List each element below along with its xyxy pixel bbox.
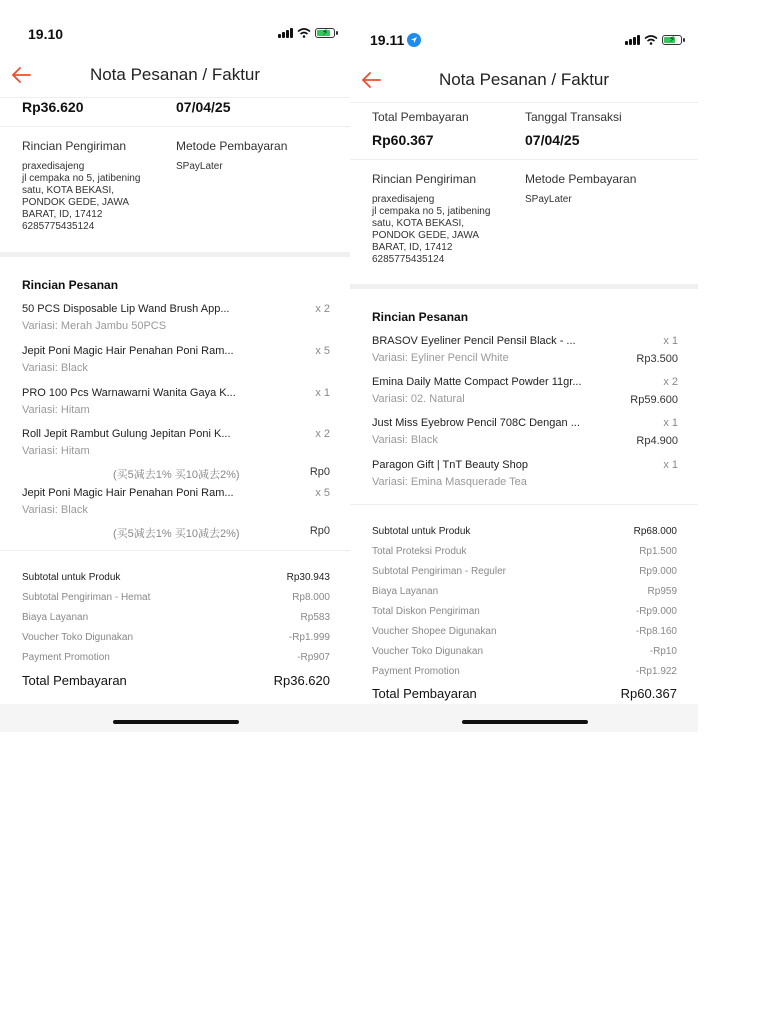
top-total-value: Rp60.367 bbox=[372, 132, 434, 148]
summary-label: Subtotal Pengiriman - Reguler bbox=[372, 566, 506, 577]
summary-label: Subtotal untuk Produk bbox=[22, 572, 121, 583]
top-date-value: 07/04/25 bbox=[176, 99, 231, 115]
right-screenshot bbox=[350, 0, 698, 732]
wifi-icon bbox=[644, 35, 658, 45]
list-item[interactable]: Jepit Poni Magic Hair Penahan Poni Ram... Variasi: Black x 5 bbox=[22, 345, 330, 374]
list-item[interactable]: 50 PCS Disposable Lip Wand Brush App... Variasi: Merah Jambu 50PCS x 2 bbox=[22, 303, 330, 332]
total-payment-label: Total Pembayaran bbox=[372, 110, 469, 124]
wifi-icon bbox=[297, 28, 311, 38]
status-time: 19.11 bbox=[370, 32, 421, 48]
total-value: Rp36.620 bbox=[273, 673, 330, 688]
page-title: Nota Pesanan / Faktur bbox=[89, 65, 261, 84]
summary-label: Payment Promotion bbox=[22, 652, 110, 663]
summary-value: -Rp907 bbox=[297, 652, 330, 663]
battery-icon: ⚡ bbox=[315, 28, 335, 38]
app-header bbox=[0, 53, 350, 98]
order-details-title: Rincian Pesanan bbox=[372, 310, 469, 324]
list-item[interactable]: Just Miss Eyebrow Pencil 708C Dengan ... Variasi: Black x 1 Rp4.900 bbox=[372, 417, 678, 447]
payment-label: Metode Pembayaran bbox=[525, 172, 637, 186]
summary-label: Subtotal untuk Produk bbox=[372, 526, 471, 537]
status-time: 19.10 bbox=[28, 26, 64, 42]
top-total-value: Rp36.620 bbox=[22, 99, 84, 115]
summary-label: Payment Promotion bbox=[372, 666, 460, 677]
total-label: Total Pembayaran bbox=[22, 673, 127, 688]
summary-value: Rp30.943 bbox=[286, 572, 330, 583]
summary-value: -Rp1.999 bbox=[288, 632, 330, 643]
list-item[interactable]: Paragon Gift | TnT Beauty Shop Variasi: Emina Masquerade Tea x 1 bbox=[372, 459, 678, 488]
list-item[interactable]: PRO 100 Pcs Warnawarni Wanita Gaya K... Variasi: Hitam x 1 bbox=[22, 387, 330, 416]
summary-label: Voucher Toko Digunakan bbox=[22, 632, 134, 643]
summary-value: -Rp1.922 bbox=[635, 666, 677, 677]
summary-value: -Rp8.160 bbox=[635, 626, 677, 637]
home-indicator[interactable] bbox=[113, 720, 239, 724]
signal-icon bbox=[278, 28, 293, 38]
summary-value: Rp9.000 bbox=[639, 566, 677, 577]
order-details-title: Rincian Pesanan bbox=[22, 278, 119, 292]
battery-icon: ⚡ bbox=[662, 35, 682, 45]
page-title: Nota Pesanan / Faktur bbox=[438, 70, 610, 89]
status-bar bbox=[350, 0, 698, 50]
summary-value: Rp68.000 bbox=[633, 526, 677, 537]
status-bar bbox=[0, 0, 350, 50]
summary-label: Total Diskon Pengiriman bbox=[372, 606, 480, 617]
total-label: Total Pembayaran bbox=[372, 686, 477, 701]
home-indicator-area bbox=[350, 704, 698, 732]
payment-method: SPayLater bbox=[176, 161, 223, 172]
signal-icon bbox=[625, 35, 640, 45]
top-date-value: 07/04/25 bbox=[525, 132, 580, 148]
bundle-discount-note: (买5减去1% 买10减去2%) bbox=[113, 469, 240, 481]
summary-value: Rp8.000 bbox=[292, 592, 330, 603]
list-item[interactable]: Emina Daily Matte Compact Powder 11gr... Variasi: 02. Natural x 2 Rp59.600 bbox=[372, 376, 678, 406]
summary-label: Biaya Layanan bbox=[372, 586, 439, 597]
summary-value: Rp1.500 bbox=[639, 546, 677, 557]
list-item[interactable]: BRASOV Eyeliner Pencil Pensil Black - ... Variasi: Eyliner Pencil White x 1 Rp3.500 bbox=[372, 335, 678, 365]
location-icon bbox=[407, 33, 421, 47]
list-item[interactable]: Roll Jepit Rambut Gulung Jepitan Poni K... Variasi: Hitam x 2 bbox=[22, 428, 330, 457]
summary-label: Subtotal Pengiriman - Hemat bbox=[22, 592, 151, 603]
payment-method: SPayLater bbox=[525, 194, 572, 205]
shipping-label: Rincian Pengiriman bbox=[22, 139, 127, 153]
shipping-label: Rincian Pengiriman bbox=[372, 172, 477, 186]
summary-label: Total Proteksi Produk bbox=[372, 546, 467, 557]
bundle-discount-note: (买5减去1% 买10减去2%) bbox=[113, 528, 240, 540]
summary-value: Rp959 bbox=[647, 586, 677, 597]
home-indicator-area bbox=[0, 704, 350, 732]
status-icons bbox=[625, 35, 682, 45]
summary-value: -Rp10 bbox=[649, 646, 677, 657]
home-indicator[interactable] bbox=[462, 720, 588, 724]
total-value: Rp60.367 bbox=[620, 686, 677, 701]
shipping-address: praxedisajeng jl cempaka no 5, jatibening satu, KOTA BEKASI, PONDOK GEDE, JAWA BARAT, ID, 17412 6285775435124 bbox=[372, 194, 491, 265]
summary-value: -Rp9.000 bbox=[635, 606, 677, 617]
summary-label: Biaya Layanan bbox=[22, 612, 89, 623]
status-icons bbox=[278, 28, 335, 38]
transaction-date-label: Tanggal Transaksi bbox=[525, 110, 622, 124]
left-screenshot bbox=[0, 0, 350, 732]
summary-value: Rp583 bbox=[300, 612, 330, 623]
app-header bbox=[350, 58, 698, 103]
payment-label: Metode Pembayaran bbox=[176, 139, 288, 153]
list-item[interactable]: Jepit Poni Magic Hair Penahan Poni Ram... Variasi: Black x 5 bbox=[22, 487, 330, 516]
summary-label: Voucher Toko Digunakan bbox=[372, 646, 484, 657]
shipping-address: praxedisajeng jl cempaka no 5, jatibening satu, KOTA BEKASI, PONDOK GEDE, JAWA BARAT, ID, 17412 6285775435124 bbox=[22, 161, 141, 232]
summary-label: Voucher Shopee Digunakan bbox=[372, 626, 497, 637]
bundle-price: Rp0 bbox=[309, 466, 330, 478]
bundle-price: Rp0 bbox=[309, 525, 330, 537]
